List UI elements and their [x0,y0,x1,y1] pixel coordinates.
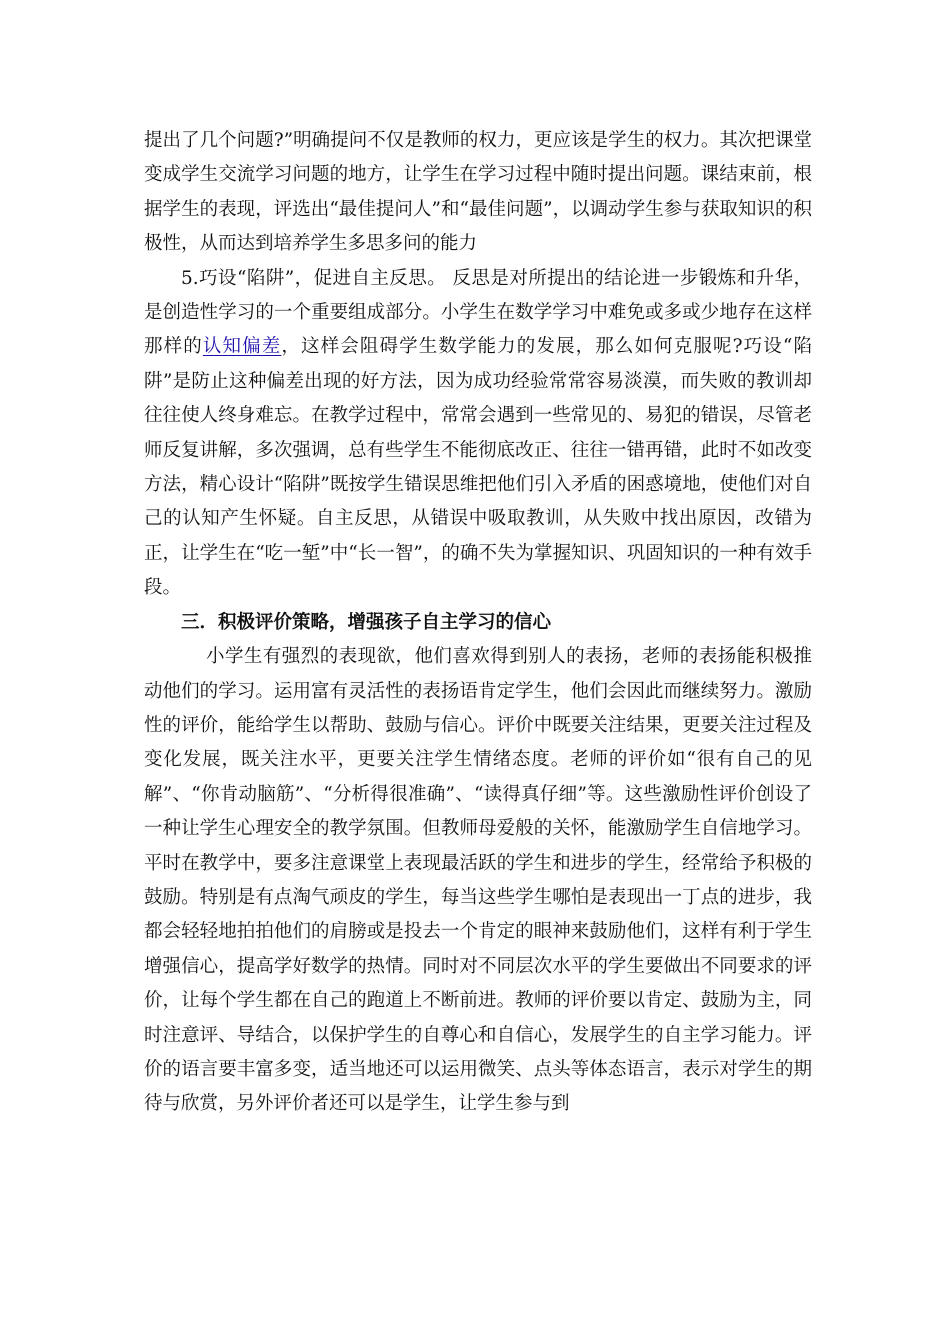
paragraph-traps-text-b: ，这样会阻碍学生数学能力的发展，那么如何克服呢?巧设“陷阱”是防止这种偏差出现的好方法，因为成功经验常常容易淡漠，而失败的教训却往往使人终身难忘。在教学过程中，常常会遇到一些常见的、易犯的错误，尽管老师反复讲解，多次强调，总有些学生不能彻底改正、往往一错再错，此时不如改变方法，精心设计“陷阱”既按学生错误思维把他们引入矛盾的困惑境地，使他们对自己的认知产生怀疑。自主反思，从错误中吸取教训，从失败中找出原因，改错为正，让学生在“吃一堑”中“长一智”，的确不失为掌握知识、巩固知识的一种有效手段。 [144,336,812,599]
paragraph-traps [144,262,812,606]
paragraph-questions: 提出了几个问题?”明确提问不仅是教师的权力，更应该是学生的权力。其次把课堂变成学生交流学习问题的地方，让学生在学习过程中随时提出问题。课结束前，根据学生的表现，评选出“最佳提问人”和“最佳问题”，以调动学生参与获取知识的积极性，从而达到培养学生多思多问的能力 [144,130,812,255]
paragraph-traps-text-a: 5.巧设“陷阱”，促进自主反思。 反思是对所提出的结论进一步锻炼和升华，是创造性学习的一个重要组成部分。小学生在数学学习中难免或多或少地存在这样那样的 [144,267,812,358]
cognitive-bias-link[interactable]: 认知偏差 [202,336,282,358]
paragraph-evaluation: 小学生有强烈的表现欲，他们喜欢得到别人的表扬，老师的表扬能积极推动他们的学习。运用富有灵活性的表扬语肯定学生，他们会因此而继续努力。激励性的评价，能给学生以帮助、鼓励与信心。评价中既要关注结果，更要关注过程及变化发展，既关注水平，更要关注学生情绪态度。老师的评价如“很有自己的见解”、“你肯动脑筋”、“分析得很准确”、“读得真仔细”等。这些激励性评价创设了一种让学生心理安全的教学氛围。但教师母爱般的关怀，能激励学生自信地学习。平时在教学中，要多注意课堂上表现最活跃的学生和进步的学生，经常给予积极的鼓励。特别是有点淘气顽皮的学生，每当这些学生哪怕是表现出一丁点的进步，我都会轻轻地拍拍他们的肩膀或是投去一个肯定的眼神来鼓励他们，这样有利于学生增强信心，提高学好数学的热情。同时对不同层次水平的学生要做出不同要求的评价，让每个学生都在自己的跑道上不断前进。教师的评价要以肯定、鼓励为主，同时注意评、导结合，以保护学生的自尊心和自信心，发展学生的自主学习能力。评价的语言要丰富多变，适当地还可以运用微笑、点头等体态语言，表示对学生的期待与欣赏，另外评价者还可以是学生，让学生参与到 [144,646,812,1115]
section-heading-3: 三．积极评价策略，增强孩子自主学习的信心 [181,611,552,633]
document-body [144,124,812,1122]
